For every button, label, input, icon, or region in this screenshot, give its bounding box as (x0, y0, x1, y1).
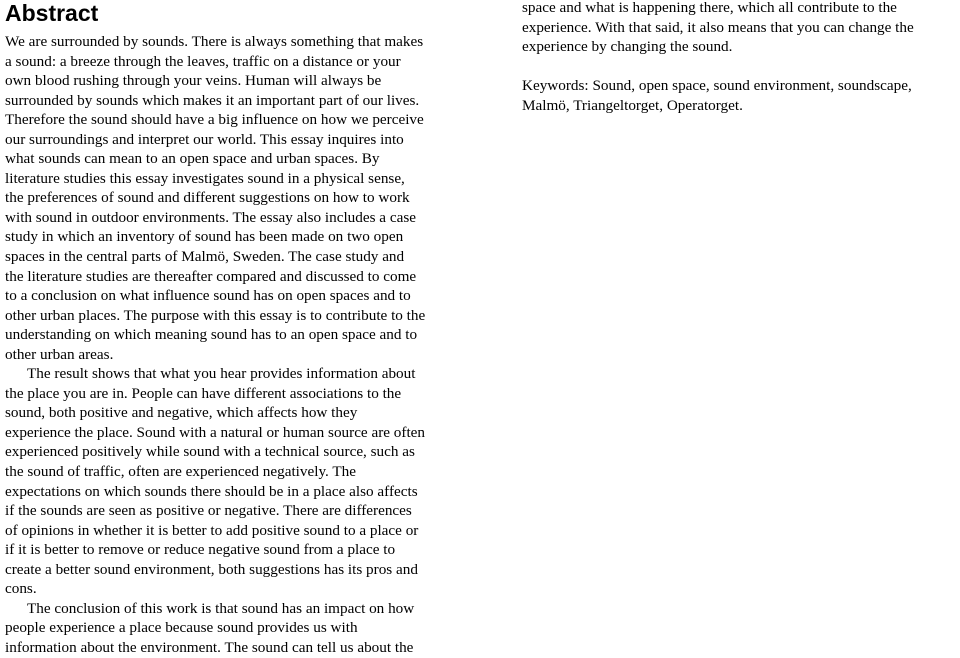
body-line: the sound of traffic, often are experienced negatively. The (5, 463, 356, 481)
paragraph-gap (522, 57, 960, 77)
body-line: study in which an inventory of sound has been made on two open (5, 228, 404, 246)
body-line: of opinions in whether it is better to add positive sound to a place or (5, 521, 419, 539)
body-line: information about the environment. The sound can tell us about the (5, 638, 414, 656)
body-line: experience. With that said, it also means that you can change the (522, 18, 914, 36)
body-line: if the sounds are seen as positive or negative. There are differences (5, 502, 412, 520)
body-line: cons. (5, 580, 37, 598)
body-line: literature studies this essay investigates sound in a physical sense, (5, 169, 405, 187)
paragraph-first-line: The conclusion of this work is that sound has an impact on how (27, 599, 415, 617)
keywords-line: Keywords: Sound, open space, sound environment, soundscape, (522, 77, 912, 95)
body-line: create a better sound environment, both suggestions has its pros and (5, 560, 418, 578)
body-line: experience the place. Sound with a natural or human source are often (5, 423, 426, 441)
body-line: people experience a place because sound provides us with (5, 619, 358, 637)
body-line: what sounds can mean to an open space and urban spaces. By (5, 150, 380, 168)
body-line: experienced positively while sound with a technical source, such as (5, 443, 415, 461)
body-line: surrounded by sounds which makes it an important part of our lives. (5, 91, 420, 109)
body-line: experience by changing the sound. (522, 38, 733, 56)
body-line: spaces in the central parts of Malmö, Sweden. The case study and (5, 248, 405, 266)
body-line: understanding on which meaning sound has to an open space and to (5, 326, 418, 344)
abstract-continuation (522, 0, 960, 115)
body-line: if it is better to remove or reduce negative sound from a place to (5, 541, 396, 559)
abstract-heading: Abstract (5, 0, 99, 26)
body-line: the literature studies are thereafter compared and discussed to come (5, 267, 417, 285)
body-line: space and what is happening there, which all contribute to the (522, 0, 897, 16)
body-line: the place you are in. People can have different associations to the (5, 384, 402, 402)
body-line: We are surrounded by sounds. There is always something that makes (5, 33, 424, 50)
body-line: own blood rushing through your veins. Human will always be (5, 72, 382, 90)
body-line: other urban areas. (5, 345, 114, 363)
body-line: Therefore the sound should have a big influence on how we perceive (5, 111, 424, 129)
abstract-body (5, 32, 480, 658)
keywords-line: Malmö, Triangeltorget, Operatorget. (522, 96, 743, 114)
body-line: a sound: a breeze through the leaves, traffic on a distance or your (5, 52, 401, 70)
body-line: our surroundings and interpret our world. This essay inquires into (5, 130, 404, 148)
paragraph-first-line: The result shows that what you hear provides information about (27, 365, 416, 383)
body-line: other urban places. The purpose with this essay is to contribute to the (5, 306, 426, 324)
body-line: with sound in outdoor environments. The essay also includes a case (5, 208, 416, 226)
body-line: to a conclusion on what influence sound has on open spaces and to (5, 287, 411, 305)
body-line: the preferences of sound and different suggestions on how to work (5, 189, 410, 207)
body-line: sound, both positive and negative, which affects how they (5, 404, 358, 422)
body-line: expectations on which sounds there should be in a place also affects (5, 482, 418, 500)
